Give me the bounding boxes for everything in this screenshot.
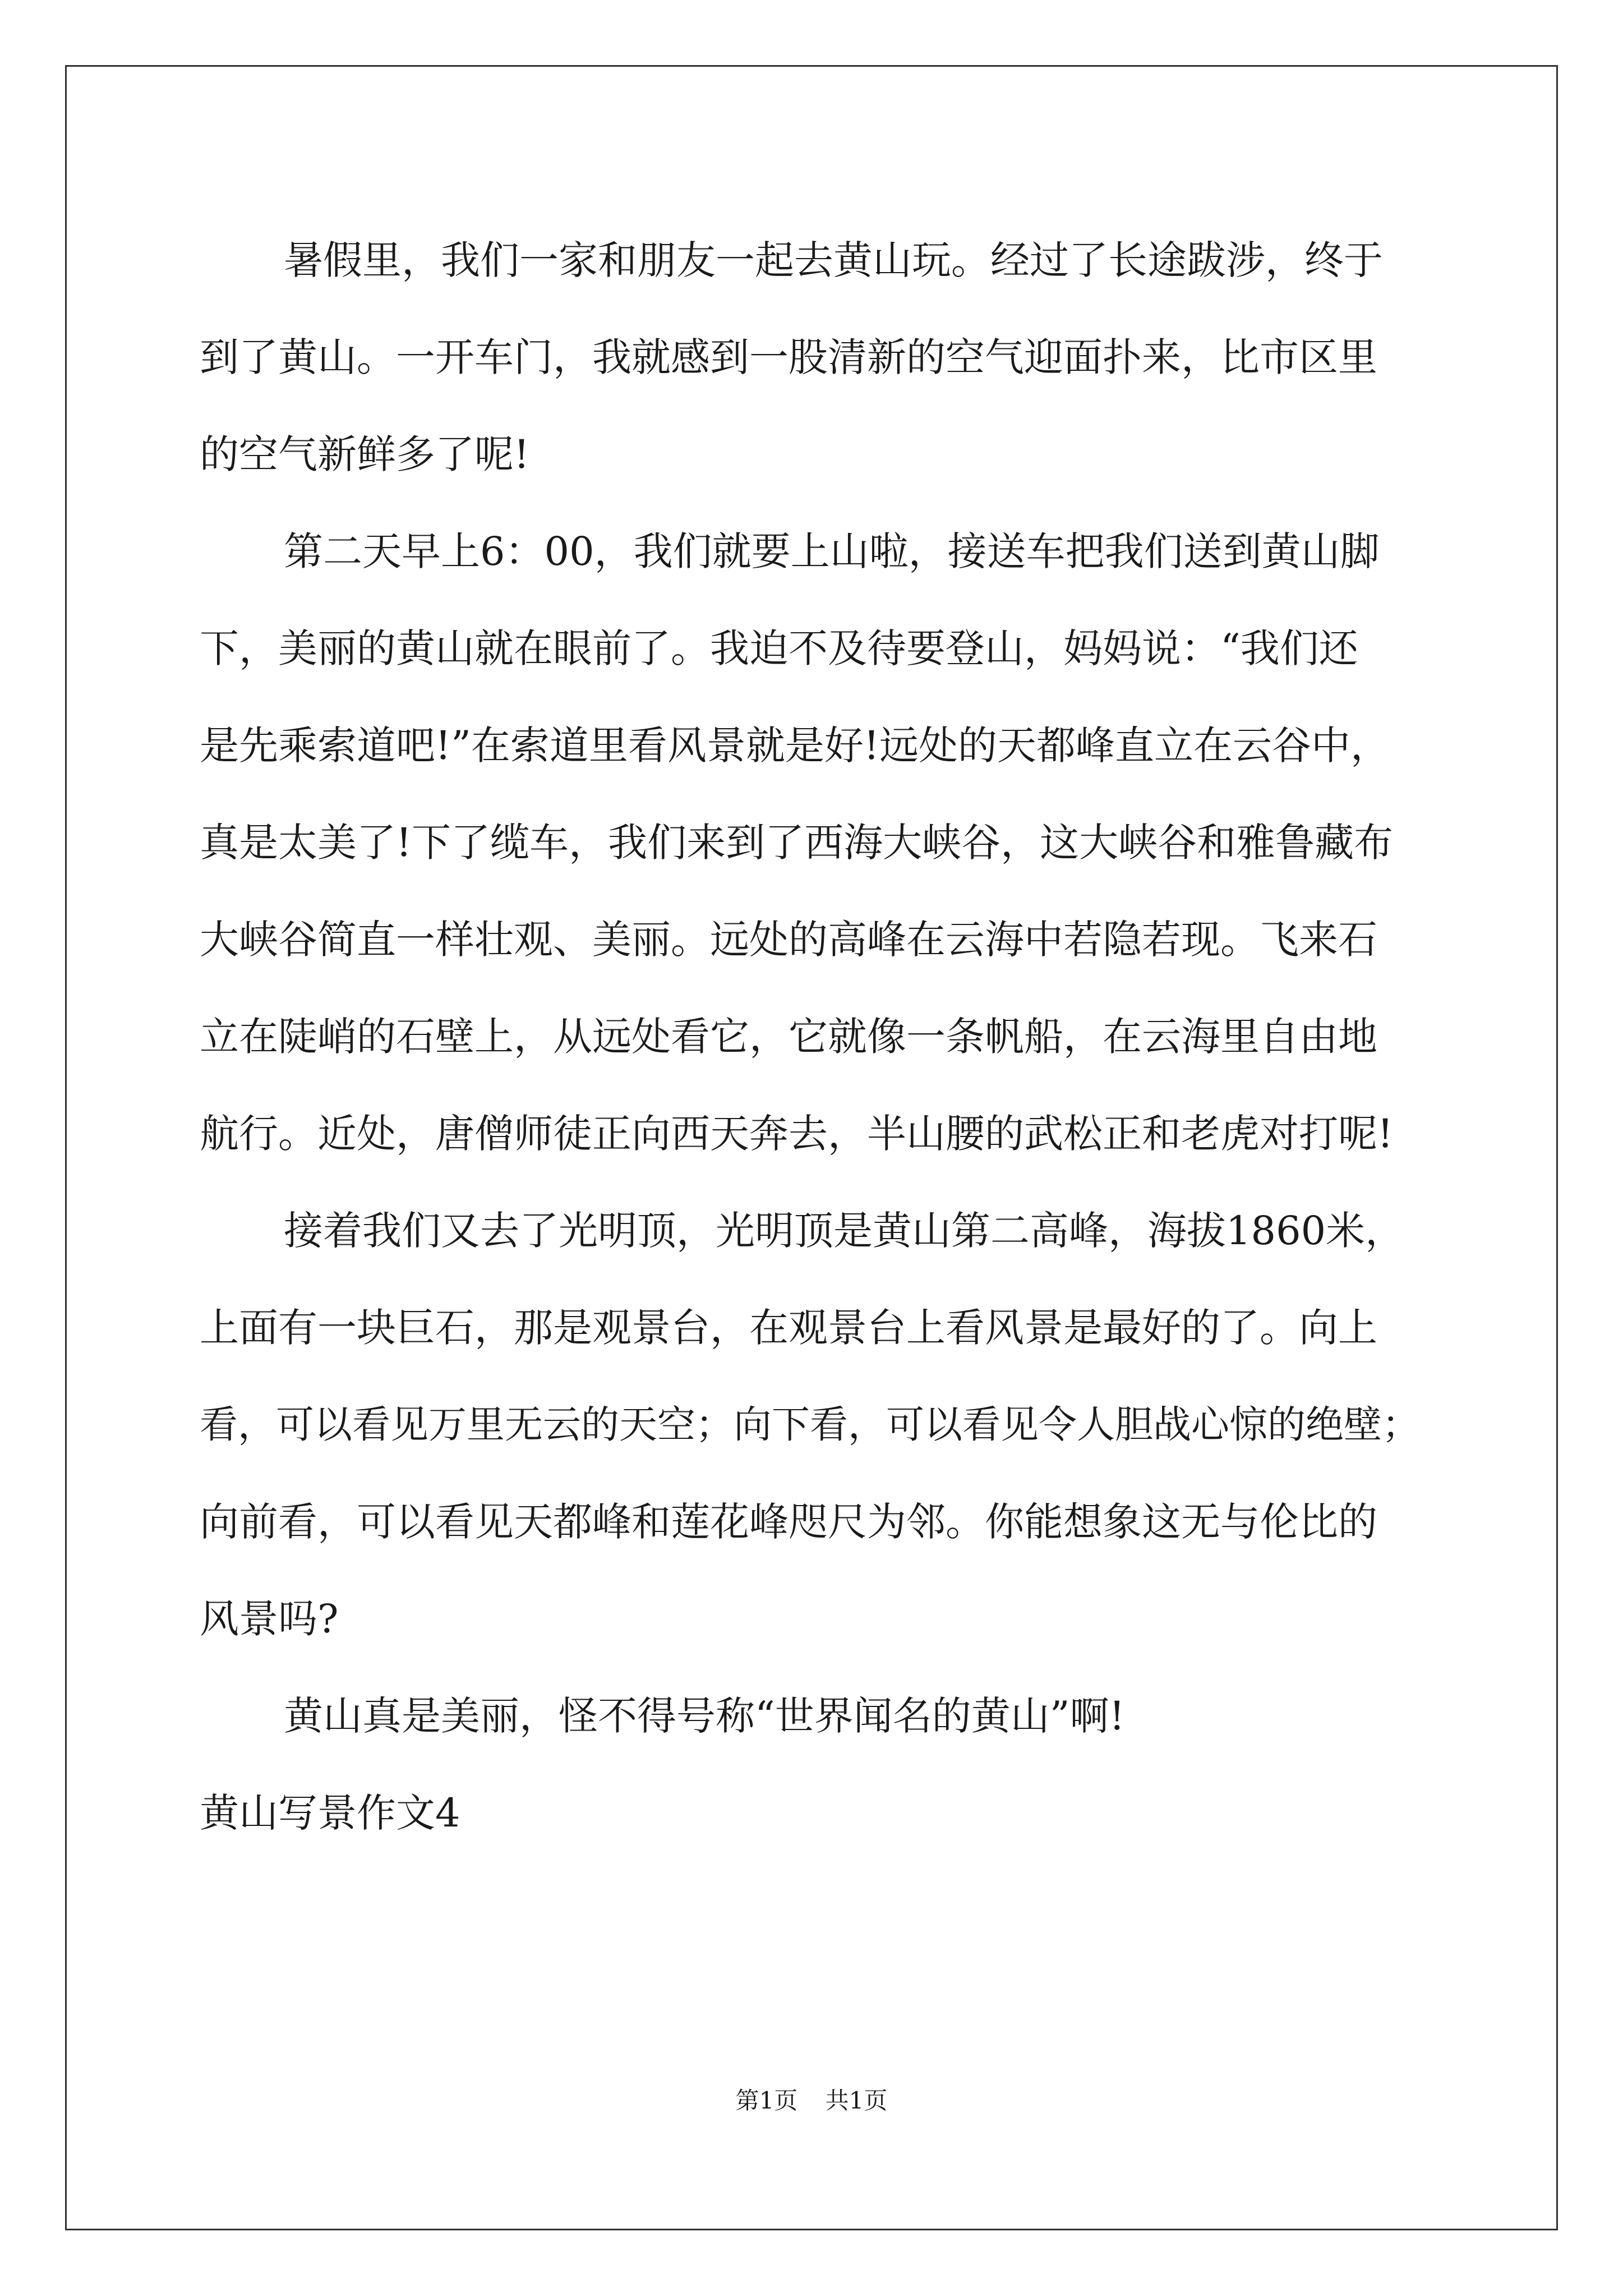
- text-line: 到了黄山。一开车门，我就感到一股清新的空气迎面扑来，比市区里: [200, 334, 1377, 380]
- text-line: 向前看，可以看见天都峰和莲花峰咫尺为邻。你能想象这无与伦比的: [200, 1499, 1377, 1545]
- document-body: [200, 212, 1433, 1862]
- page-number: 第1页: [735, 2087, 798, 2114]
- text-line: 接着我们又去了光明顶，光明顶是黄山第二高峰，海拔1860米，: [284, 1208, 1405, 1254]
- page-footer: [0, 2084, 1623, 2118]
- section-heading: 黄山写景作文4: [200, 1790, 460, 1836]
- text-line: 的空气新鲜多了呢!: [200, 431, 530, 477]
- text-line: 航行。近处，唐僧师徒正向西天奔去，半山腰的武松正和老虎对打呢!: [200, 1111, 1394, 1157]
- text-line: 真是太美了!下了缆车，我们来到了西海大峡谷，这大峡谷和雅鲁藏布: [200, 820, 1394, 866]
- text-line: 下，美丽的黄山就在眼前了。我迫不及待要登山，妈妈说：“我们还: [200, 625, 1358, 671]
- text-line: 立在陡峭的石壁上，从远处看它，它就像一条帆船，在云海里自由地: [200, 1014, 1377, 1060]
- text-line: 大峡谷简直一样壮观、美丽。远处的高峰在云海中若隐若现。飞来石: [200, 917, 1377, 963]
- text-line: 黄山真是美丽，怪不得号称“世界闻名的黄山”啊!: [284, 1693, 1125, 1739]
- text-line: 暑假里，我们一家和朋友一起去黄山玩。经过了长途跋涉，终于: [284, 237, 1383, 283]
- text-line: 风景吗?: [200, 1596, 339, 1642]
- text-line: 是先乘索道吧!”在索道里看风景就是好!远处的天都峰直立在云谷中，: [200, 723, 1390, 769]
- text-line: 第二天早上6：00，我们就要上山啦，接送车把我们送到黄山脚: [284, 528, 1380, 574]
- text-line: 看，可以看见万里无云的天空；向下看，可以看见令人胆战心惊的绝壁；: [200, 1403, 1421, 1447]
- text-line: 上面有一块巨石，那是观景台，在观景台上看风景是最好的了。向上: [200, 1305, 1377, 1351]
- page-total: 共1页: [825, 2087, 888, 2114]
